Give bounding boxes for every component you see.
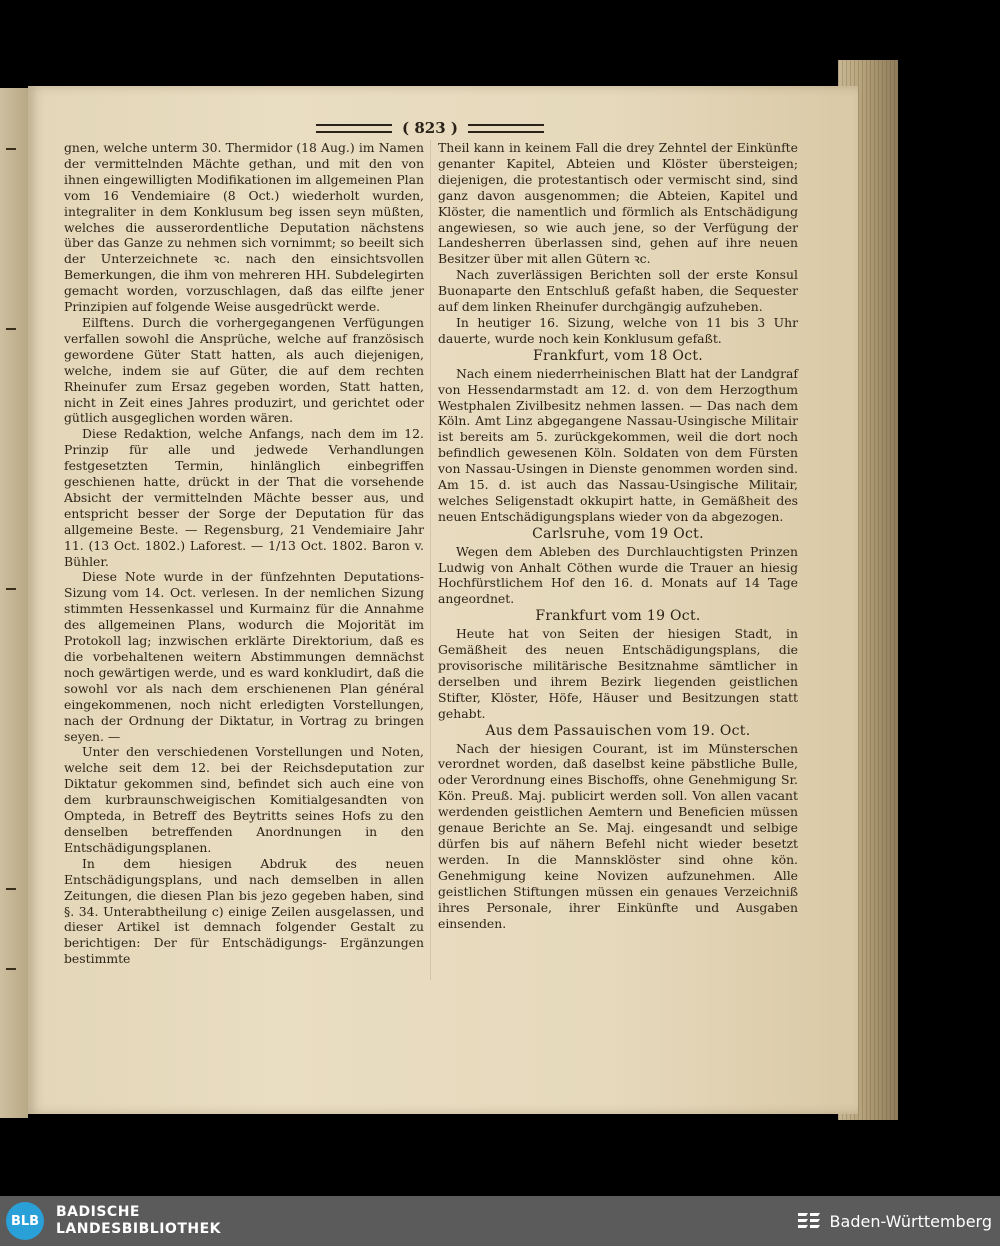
right-paragraph: In heutiger 16. Sizung, welche von 11 bis 3 Uhr dauerte, wurde noch kein Konklusum gefaßt. [438, 314, 798, 346]
left-paragraph: Diese Redaktion, welche Anfangs, nach dem im 12. Prinzip für alle und jedwede Verhandlungen festgesetzten Termin, hinlänglich einbegriffen geschienen hatte, drückt in der That die vorsehende Absicht der vermittelnden Mächte besser aus, und entspricht besser der Sorge der Deputation für das allgemeine Beste. — Regensburg, 21 Vendemiaire Jahr 11. (13 Oct. 1802.) Laforest. — 1/13 Oct. 1802. Baron v. Bühler. [64, 426, 424, 569]
dateline-heading: Carlsruhe, vom 19 Oct. [532, 525, 704, 542]
right-paragraph: Nach der hiesigen Courant, ist im Münsterschen verordnet worden, daß daselbst keine päbstliche Bulle, oder Verordnung eines Bischoffs, ohne Genehmigung Sr. Kön. Preuß. Maj. publicirt werden soll. Von allen vacant werdenden geistlichen Aemtern und Beneficien müssen genaue Berichte an Se. Maj. eingesandt und selbige dürfen bis auf nähern Befehl nicht wieder besetzt werden. In die Mannsklöster sind ohne kön. Genehmigung keine Novizen aufzunehmen. Alle geistlichen Stiftungen müssen ein genaues Verzeichniß ihres Personale, ihrer Einkünfte und Ausgaben einsenden. [438, 740, 798, 931]
left-paragraph: In dem hiesigen Abdruk des neuen Entschädigungsplans, und nach demselben in allen Zeitungen, die diesen Plan bis jezo gegeben haben, sind §. 34. Unterabtheilung c) einige Zeilen ausgelassen, und dieser Artikel ist demnach folgender Gestalt zu berichtigen: Der für Entschädigungs- Ergänzungen bestimmte [64, 855, 424, 967]
blb-logo-icon[interactable]: BLB [6, 1202, 44, 1240]
right-paragraph: Theil kann in keinem Fall die drey Zehntel der Einkünfte genanter Kapitel, Abteien und Klöster übersteigen; diejenigen, die protestantisch oder vermischt sind, sind ganz davon ausgenommen; die Abteien, Kapitel und Klöster, die namentlich und förmlich als Entschädigung angewiesen, so wie auch jene, so der Verfügung der Landesherren überlassen sind, gehen auf ihre neuen Besitzer über mit allen Gütern ꝛc. [438, 140, 798, 267]
dateline-heading: Frankfurt, vom 18 Oct. [533, 347, 703, 364]
header-rule-right [468, 124, 544, 133]
left-paragraph: Eilftens. Durch die vorhergegangenen Verfügungen verfallen sowohl die Ansprüche, welche auf französisch gewordene Güter Statt hatten, als auch diejenigen, welche, indem sie auf Güter, die auf dem rechten Rheinufer zum Ersaz gegeben worden, Statt hatten, nicht in Zeit eines Jahres produzirt, und gerichtet oder gütlich ausgeglichen worden wären. [64, 314, 424, 426]
dateline-heading: Frankfurt vom 19 Oct. [535, 608, 701, 625]
page-number: ( 823 ) [402, 119, 458, 137]
right-paragraph: Nach einem niederrheinischen Blatt hat der Landgraf von Hessendarmstadt am 12. d. von dem Herzogthum Westphalen Zivilbesitz nehmen lassen. — Das nach dem Köln. Amt Linz abgegangene Nassau-Usingische Militair ist bereits am 5. zurückgekommen, weil die dort noch befindlich gewesenen Köln. Soldaten von dem Fürsten von Nassau-Usingen in Dienste genommen worden sind. Am 15. d. ist auch das Nassau-Usingische Militair, welches Seligenstadt okkupirt hatte, in Gemäßheit des neuen Entschädigungsplans wieder von da abgezogen. [438, 365, 798, 524]
right-paragraph: Wegen dem Ableben des Durchlauchtigsten Prinzen Ludwig von Anhalt Cöthen wurde die Trauer an hiesig Hochfürstlichem Hof den 16. d. Monats auf 14 Tage angeordnet. [438, 543, 798, 607]
dateline-heading: Aus dem Passauischen vom 19. Oct. [485, 722, 751, 739]
left-column [64, 140, 424, 967]
baden-wuerttemberg-brand[interactable] [796, 1209, 992, 1233]
page-header [300, 116, 560, 140]
library-name[interactable] [56, 1204, 221, 1238]
right-column [438, 140, 798, 931]
previous-page-edge [0, 88, 28, 1118]
header-rule-left [316, 124, 392, 133]
library-name-line1: BADISCHE [56, 1204, 140, 1220]
left-paragraph: Unter den verschiedenen Vorstellungen und Noten, welche seit dem 12. bei der Reichsdeputation zur Diktatur gekommen sind, befindet sich auch eine von dem kurbraunschweigischen Komitialgesandten von Ompteda, in Betreff des Beytritts seines Hofs zu den denselben betreffenden Anordnungen in den Entschädigungsplanen. [64, 744, 424, 855]
column-divider [430, 140, 431, 980]
state-lions-icon [796, 1209, 822, 1233]
library-name-line2: LANDESBIBLIOTHEK [56, 1221, 222, 1237]
left-paragraph: gnen, welche unterm 30. Thermidor (18 Aug.) im Namen der vermittelnden Mächte gethan, und mit den von ihnen eingewilligten Modifikationen im allgemeinen Plan vom 16 Vendemiaire (8 Oct.) wiederholt wurden, integraliter in dem Konklusum beg issen seyn müßten, welches die ausserordentliche Deputation nächstens über das Ganze zu nehmen sich vornimmt; so beeilt sich der Unterzeichnete ꝛc. nach den einsichtsvollen Bemerkungen, die ihm von mehreren HH. Subdelegirten gemacht worden, vorzuschlagen, daß das eilfte jener Prinzipien auf folgende Weise ausgedrückt werde. [64, 140, 424, 315]
left-paragraph: Diese Note wurde in der fünfzehnten Deputations-Sizung vom 14. Oct. verlesen. In der nemlichen Sizung stimmten Hessenkassel und Kurmainz für die Annahme des allgemeinen Plans, wodurch die Mojorität im Protokoll lag; inzwischen erklärte Direktorium, daß es die vorbehaltenen weitern Abstimmungen demnächst noch gewärtigen werde, und es ward konkludirt, daß die sowohl vor als nach dem erschienenen Plan général eingekommenen, noch nicht erledigten Vorstellungen, nach der Ordnung der Diktatur, in Vortrag zu bringen seyen. — [64, 569, 424, 744]
footer-bar [0, 1196, 1000, 1246]
state-name: Baden-Württemberg [829, 1211, 992, 1231]
right-paragraph: Heute hat von Seiten der hiesigen Stadt, in Gemäßheit des neuen Entschädigungsplans, die provisorische militärische Besitznahme sämtlicher in derselben und ihrem Bezirk liegenden geistlichen Stifter, Klöster, Höfe, Häuser und Besitzungen statt gehabt. [438, 626, 798, 721]
right-paragraph: Nach zuverlässigen Berichten soll der erste Konsul Buonaparte den Entschluß gefaßt haben, die Sequester auf dem linken Rheinufer durchgängig aufzuheben. [438, 267, 798, 315]
